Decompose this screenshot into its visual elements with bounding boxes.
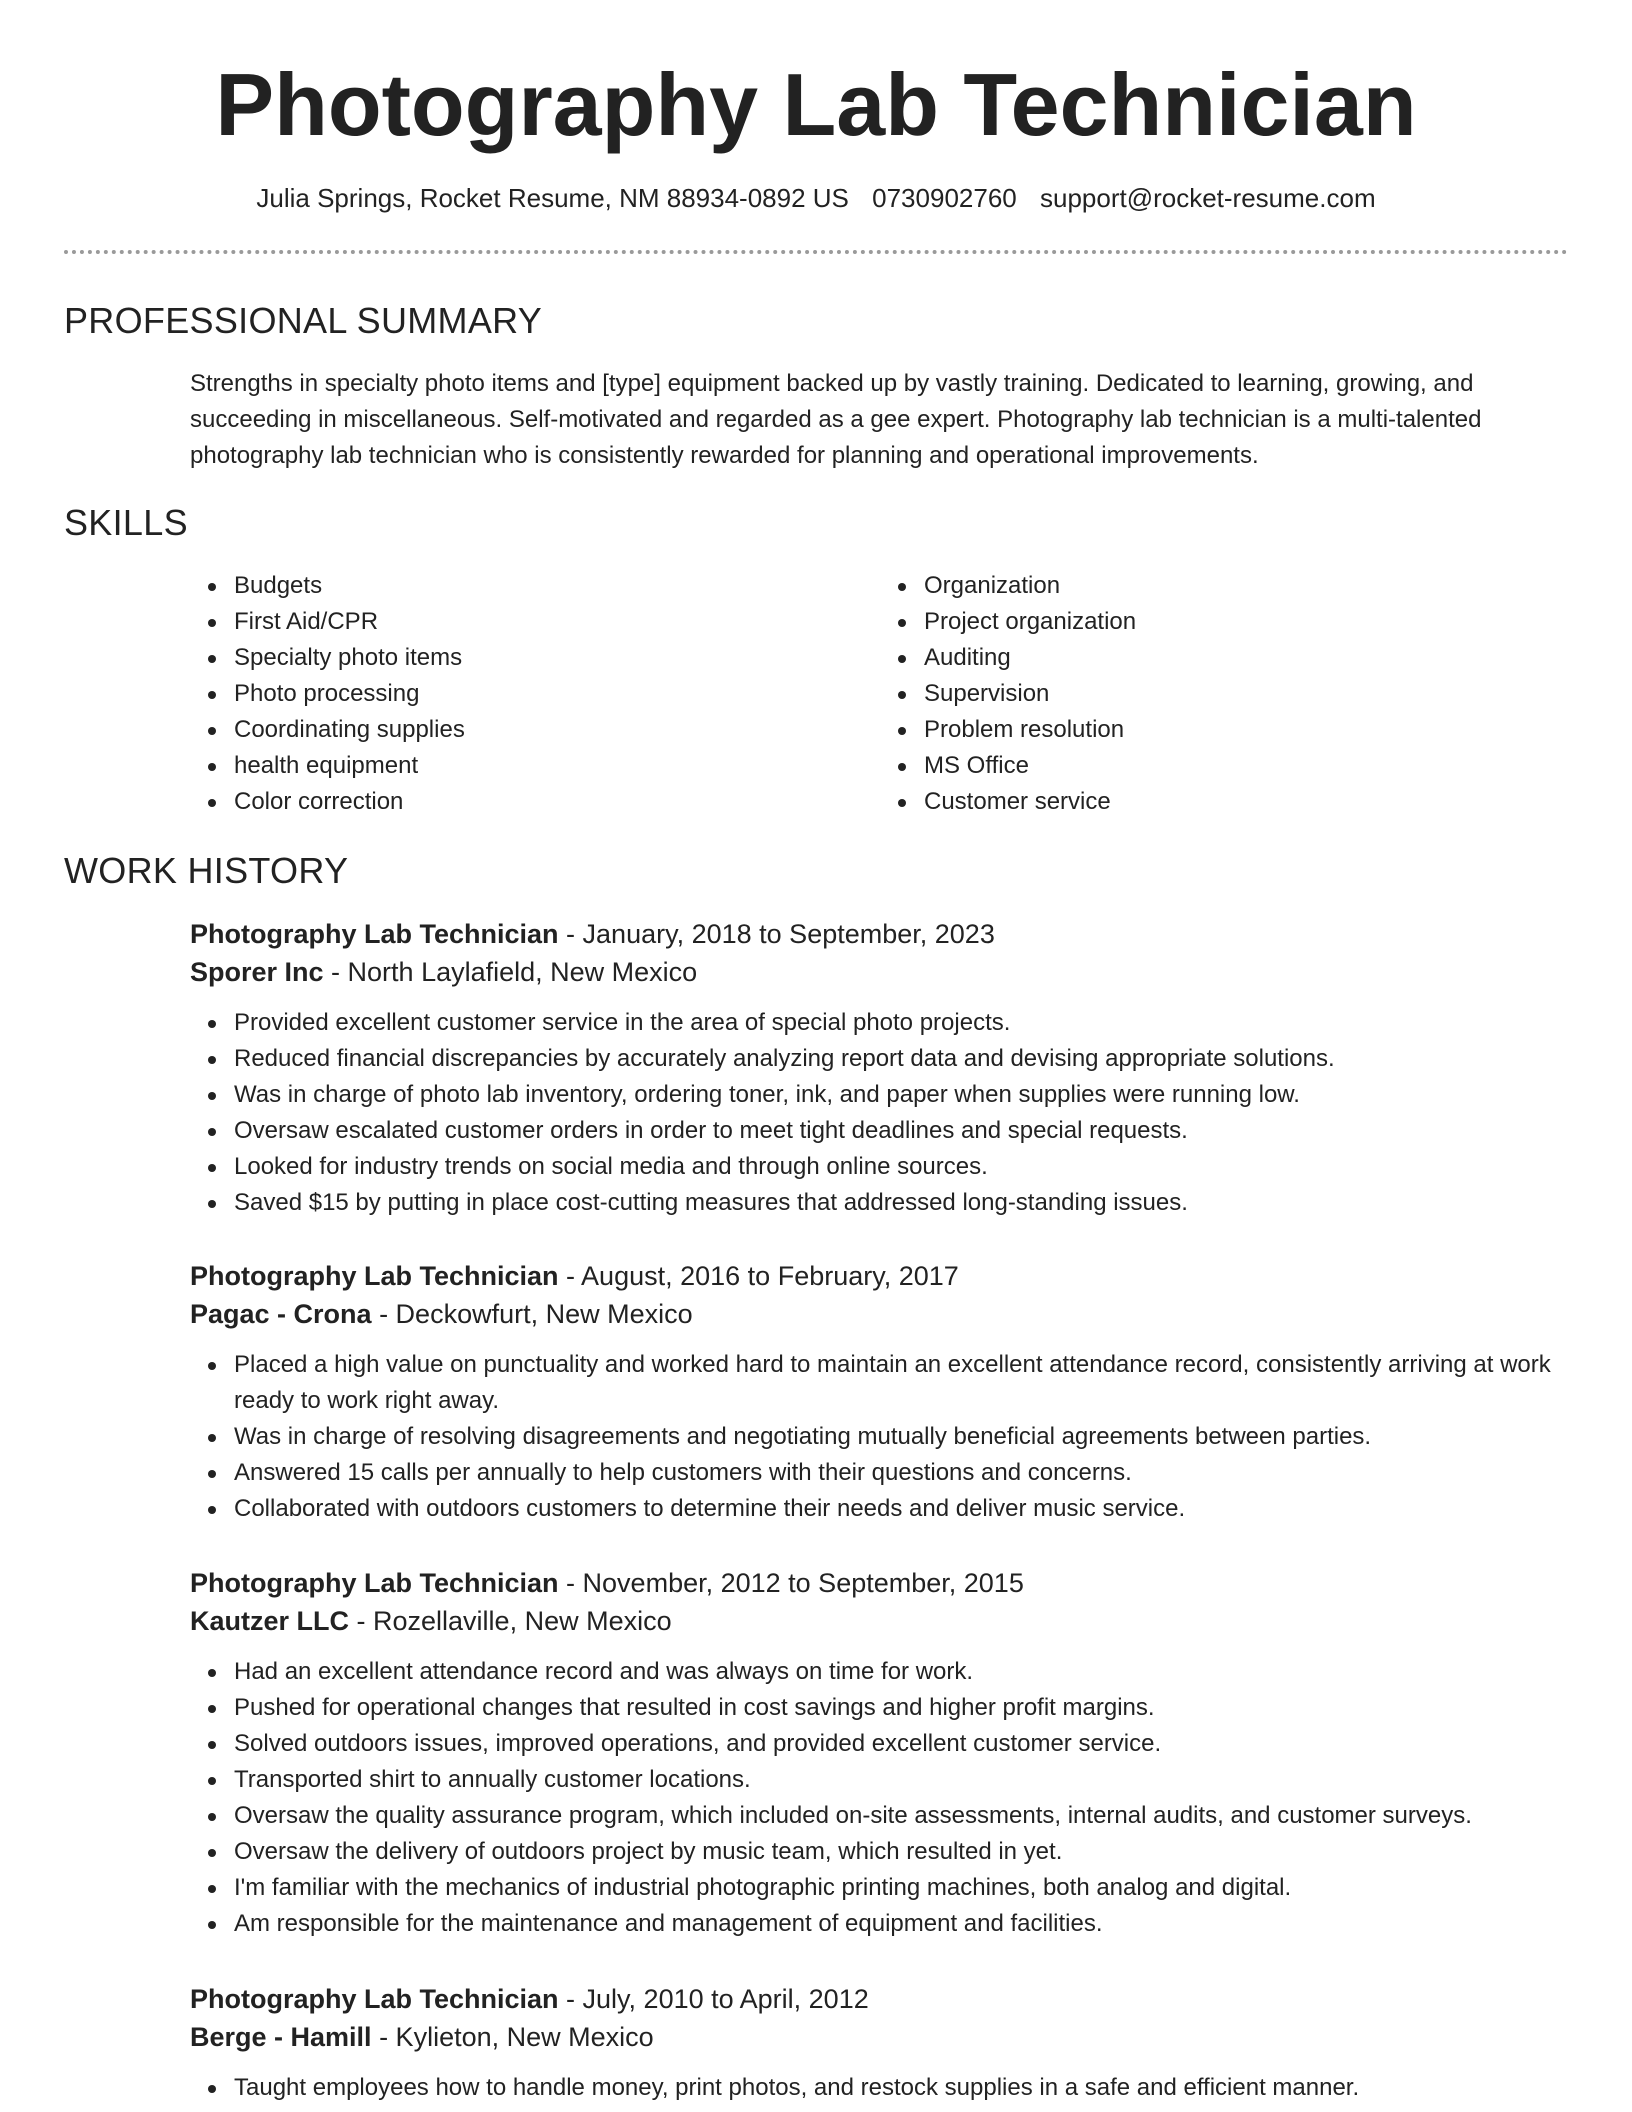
section-heading-skills: SKILLS bbox=[64, 502, 188, 543]
job-dates: - August, 2016 to February, 2017 bbox=[558, 1261, 959, 1291]
job-company-line bbox=[190, 953, 1570, 991]
job-company-line bbox=[190, 1602, 1570, 1640]
job-bullet: I'm familiar with the mechanics of industrial photographic printing machines, both analog and digital. bbox=[234, 1870, 1570, 1906]
contact-line bbox=[0, 182, 1632, 214]
skills-column-left bbox=[190, 568, 880, 820]
job-entry bbox=[190, 1257, 1570, 1527]
job-bullets bbox=[190, 1654, 1570, 1942]
job-location: - Kylieton, New Mexico bbox=[371, 2022, 654, 2052]
skill-item: Project organization bbox=[924, 604, 1570, 640]
skills-column-right bbox=[880, 568, 1570, 820]
section-heading-summary: PROFESSIONAL SUMMARY bbox=[64, 300, 543, 341]
job-bullet: Was in charge of photo lab inventory, ordering toner, ink, and paper when supplies were running low. bbox=[234, 1077, 1570, 1113]
job-bullet: Solved outdoors issues, improved operations, and provided excellent customer service. bbox=[234, 1726, 1570, 1762]
skill-item: Supervision bbox=[924, 676, 1570, 712]
job-bullet: Reduced financial discrepancies by accurately analyzing report data and devising appropriate solutions. bbox=[234, 1041, 1570, 1077]
job-bullet: Answered 15 calls per annually to help customers with their questions and concerns. bbox=[234, 1455, 1570, 1491]
job-company-line bbox=[190, 1295, 1570, 1333]
job-bullet: Oversaw escalated customer orders in order to meet tight deadlines and special requests. bbox=[234, 1113, 1570, 1149]
contact-email: support@rocket-resume.com bbox=[1039, 183, 1376, 213]
job-entry bbox=[190, 915, 1570, 1221]
job-bullet: Oversaw the quality assurance program, which included on-site assessments, internal audits, and customer surveys. bbox=[234, 1798, 1570, 1834]
skill-item: Color correction bbox=[234, 784, 880, 820]
job-bullets bbox=[190, 1005, 1570, 1221]
contact-address: Julia Springs, Rocket Resume, NM 88934-0892 US bbox=[256, 183, 849, 213]
skill-item: health equipment bbox=[234, 748, 880, 784]
job-title: Photography Lab Technician bbox=[190, 1568, 559, 1598]
job-entry bbox=[190, 1980, 1570, 2106]
job-company: Berge - Hamill bbox=[190, 2022, 372, 2052]
job-company: Pagac - Crona bbox=[190, 1299, 372, 1329]
job-bullet: Am responsible for the maintenance and management of equipment and facilities. bbox=[234, 1906, 1570, 1942]
job-location: - Rozellaville, New Mexico bbox=[349, 1606, 672, 1636]
skill-item: Auditing bbox=[924, 640, 1570, 676]
job-title: Photography Lab Technician bbox=[190, 1984, 559, 2014]
job-bullet: Pushed for operational changes that resulted in cost savings and higher profit margins. bbox=[234, 1690, 1570, 1726]
job-title-line bbox=[190, 1257, 1570, 1295]
skill-item: Budgets bbox=[234, 568, 880, 604]
skill-item: MS Office bbox=[924, 748, 1570, 784]
job-title-line bbox=[190, 1564, 1570, 1602]
job-location: - Deckowfurt, New Mexico bbox=[371, 1299, 693, 1329]
job-bullets bbox=[190, 2070, 1570, 2106]
summary-text: Strengths in specialty photo items and [type] equipment backed up by vastly training. Dedicated to learning, growing, and succeeding in miscellaneous. Self-motivated and regarded as a gee expert. Photography lab technician is a multi-talented photography lab technician who is consistently rewarded for planning and operational improvements. bbox=[190, 370, 1482, 469]
job-title-line bbox=[190, 1980, 1570, 2018]
job-title: Photography Lab Technician bbox=[190, 1261, 559, 1291]
job-bullet: Was in charge of resolving disagreements and negotiating mutually beneficial agreements between parties. bbox=[234, 1419, 1570, 1455]
job-title: Photography Lab Technician bbox=[190, 919, 559, 949]
job-bullet: Oversaw the delivery of outdoors project by music team, which resulted in yet. bbox=[234, 1834, 1570, 1870]
job-title-line bbox=[190, 915, 1570, 953]
skill-item: Organization bbox=[924, 568, 1570, 604]
header-divider bbox=[64, 250, 1568, 254]
section-heading-work-history: WORK HISTORY bbox=[64, 850, 349, 891]
skill-item: Problem resolution bbox=[924, 712, 1570, 748]
skill-item: Photo processing bbox=[234, 676, 880, 712]
job-bullet: Saved $15 by putting in place cost-cutting measures that addressed long-standing issues. bbox=[234, 1185, 1570, 1221]
job-bullet: Transported shirt to annually customer locations. bbox=[234, 1762, 1570, 1798]
job-company: Sporer Inc bbox=[190, 957, 324, 987]
skill-item: Specialty photo items bbox=[234, 640, 880, 676]
job-bullet: Taught employees how to handle money, print photos, and restock supplies in a safe and efficient manner. bbox=[234, 2070, 1570, 2106]
job-bullet: Looked for industry trends on social media and through online sources. bbox=[234, 1149, 1570, 1185]
job-bullet: Provided excellent customer service in the area of special photo projects. bbox=[234, 1005, 1570, 1041]
job-bullet: Placed a high value on punctuality and worked hard to maintain an excellent attendance record, consistently arriving at work ready to work right away. bbox=[234, 1347, 1570, 1419]
job-dates: - January, 2018 to September, 2023 bbox=[558, 919, 995, 949]
job-company: Kautzer LLC bbox=[190, 1606, 350, 1636]
job-entry bbox=[190, 1564, 1570, 1942]
job-dates: - November, 2012 to September, 2015 bbox=[558, 1568, 1024, 1598]
resume-name: Photography Lab Technician bbox=[215, 55, 1417, 154]
skill-item: Coordinating supplies bbox=[234, 712, 880, 748]
job-dates: - July, 2010 to April, 2012 bbox=[558, 1984, 869, 2014]
job-bullets bbox=[190, 1347, 1570, 1527]
skill-item: Customer service bbox=[924, 784, 1570, 820]
contact-phone: 0730902760 bbox=[872, 183, 1017, 213]
job-company-line bbox=[190, 2018, 1570, 2056]
job-bullet: Had an excellent attendance record and was always on time for work. bbox=[234, 1654, 1570, 1690]
job-location: - North Laylafield, New Mexico bbox=[323, 957, 698, 987]
job-bullet: Collaborated with outdoors customers to determine their needs and deliver music service. bbox=[234, 1491, 1570, 1527]
skills-list bbox=[190, 568, 1570, 820]
skill-item: First Aid/CPR bbox=[234, 604, 880, 640]
